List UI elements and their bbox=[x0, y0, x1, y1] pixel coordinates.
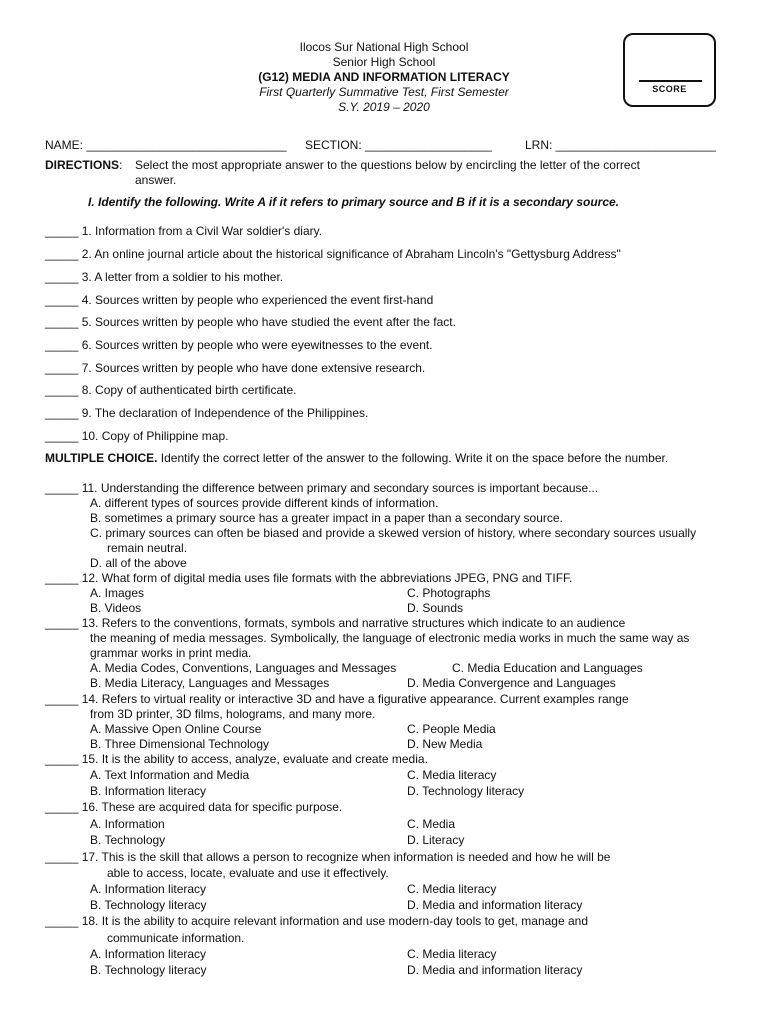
section-field[interactable]: SECTION: ___________________ bbox=[305, 138, 492, 152]
q16-option-a: A. Information bbox=[90, 817, 165, 831]
q15-option-c: C. Media literacy bbox=[407, 768, 497, 782]
q11-option-b: B. sometimes a primary source has a greater impact in a paper than a secondary source. bbox=[90, 511, 563, 525]
directions-text-1: Select the most appropriate answer to the questions below by encircling the letter of the correct bbox=[135, 158, 640, 172]
q12-option-c: C. Photographs bbox=[407, 586, 491, 600]
question-17-stem: _____ 17. This is the skill that allows a person to recognize when information is needed and how he will be bbox=[45, 850, 611, 864]
part1-item: _____ 7. Sources written by people who have done extensive research. bbox=[45, 361, 426, 375]
q15-option-b: B. Information literacy bbox=[90, 784, 207, 798]
directions-colon: : bbox=[119, 158, 123, 172]
mc-heading bbox=[45, 451, 668, 466]
lrn-field[interactable]: LRN: ________________________ bbox=[525, 138, 716, 152]
q13-option-d: D. Media Convergence and Languages bbox=[407, 676, 616, 690]
q16-option-b: B. Technology bbox=[90, 833, 166, 847]
q14-option-a: A. Massive Open Online Course bbox=[90, 722, 262, 736]
directions-label: DIRECTIONS bbox=[45, 158, 120, 172]
part1-item: _____ 2. An online journal article about the historical significance of Abraham Lincoln's "Gettysburg Address" bbox=[45, 247, 621, 261]
part1-item: _____ 8. Copy of authenticated birth certificate. bbox=[45, 383, 297, 397]
part1-item: _____ 1. Information from a Civil War soldier's diary. bbox=[45, 224, 323, 238]
q17-option-d: D. Media and information literacy bbox=[407, 898, 583, 912]
q18-option-a: A. Information literacy bbox=[90, 947, 207, 961]
mc-instructions: Identify the correct letter of the answer to the following. Write it on the space before the number. bbox=[157, 451, 669, 465]
q15-option-d: D. Technology literacy bbox=[407, 784, 525, 798]
q12-option-a: A. Images bbox=[90, 586, 145, 600]
q18-option-c: C. Media literacy bbox=[407, 947, 497, 961]
score-label: SCORE bbox=[652, 84, 687, 94]
part1-item: _____ 10. Copy of Philippine map. bbox=[45, 429, 229, 443]
q17-option-c: C. Media literacy bbox=[407, 882, 497, 896]
part1-item: _____ 3. A letter from a soldier to his mother. bbox=[45, 270, 284, 284]
test-title: First Quarterly Summative Test, First Semester bbox=[259, 85, 509, 99]
q16-option-c: C. Media bbox=[407, 817, 456, 831]
q11-option-c: C. primary sources can often be biased and provide a skewed version of history, where secondary sources usually bbox=[90, 526, 697, 540]
score-line bbox=[639, 80, 702, 82]
q14-option-d: D. New Media bbox=[407, 737, 483, 751]
subject-title: (G12) MEDIA AND INFORMATION LITERACY bbox=[258, 70, 510, 84]
question-11-stem: _____ 11. Understanding the difference between primary and secondary sources is important because... bbox=[45, 481, 599, 495]
q14-option-b: B. Three Dimensional Technology bbox=[90, 737, 269, 751]
school-year: S.Y. 2019 – 2020 bbox=[338, 100, 430, 114]
part1-item: _____ 4. Sources written by people who experienced the event first-hand bbox=[45, 293, 434, 307]
q17-option-b: B. Technology literacy bbox=[90, 898, 207, 912]
q13-option-b: B. Media Literacy, Languages and Messages bbox=[90, 676, 330, 690]
q18-option-b: B. Technology literacy bbox=[90, 963, 207, 977]
directions bbox=[45, 158, 122, 173]
part1-item: _____ 5. Sources written by people who have studied the event after the fact. bbox=[45, 315, 456, 329]
question-12-stem: _____ 12. What form of digital media uses file formats with the abbreviations JPEG, PNG and TIFF. bbox=[45, 571, 573, 585]
question-14-stem: _____ 14. Refers to virtual reality or interactive 3D and have a figurative appearance. Current examples range bbox=[45, 692, 629, 706]
question-18-stem: _____ 18. It is the ability to acquire relevant information and use modern-day tools to get, manage and bbox=[45, 914, 588, 928]
q11-option-a: A. different types of sources provide different kinds of information. bbox=[90, 496, 439, 510]
school-name: Ilocos Sur National High School bbox=[299, 40, 469, 54]
score-box bbox=[623, 33, 716, 107]
question-17-stem-cont: able to access, locate, evaluate and use it effectively. bbox=[107, 866, 389, 880]
question-14-stem-cont: from 3D printer, 3D films, holograms, and many more. bbox=[90, 707, 376, 721]
part1-heading: I. Identify the following. Write A if it refers to primary source and B if it is a secondary source. bbox=[88, 195, 619, 209]
q17-option-a: A. Information literacy bbox=[90, 882, 207, 896]
question-16-stem: _____ 16. These are acquired data for specific purpose. bbox=[45, 800, 343, 814]
q14-option-c: C. People Media bbox=[407, 722, 496, 736]
q12-option-d: D. Sounds bbox=[407, 601, 464, 615]
q18-option-d: D. Media and information literacy bbox=[407, 963, 583, 977]
school-level: Senior High School bbox=[332, 55, 436, 69]
q11-option-c-cont: remain neutral. bbox=[107, 541, 188, 555]
part1-item: _____ 9. The declaration of Independence of the Philippines. bbox=[45, 406, 369, 420]
q12-option-b: B. Videos bbox=[90, 601, 142, 615]
question-13-stem: _____ 13. Refers to the conventions, formats, symbols and narrative structures which indicate to an audience bbox=[45, 616, 626, 630]
name-field[interactable]: NAME: ______________________________ bbox=[45, 138, 287, 152]
question-13-stem-cont: grammar works in print media. bbox=[90, 646, 252, 660]
q11-option-d: D. all of the above bbox=[90, 556, 187, 570]
q15-option-a: A. Text Information and Media bbox=[90, 768, 250, 782]
mc-label: MULTIPLE CHOICE. bbox=[45, 451, 158, 465]
question-15-stem: _____ 15. It is the ability to access, analyze, evaluate and create media. bbox=[45, 752, 428, 766]
q16-option-d: D. Literacy bbox=[407, 833, 465, 847]
part1-item: _____ 6. Sources written by people who were eyewitnesses to the event. bbox=[45, 338, 433, 352]
question-18-stem-cont: communicate information. bbox=[107, 931, 245, 945]
q13-option-a: A. Media Codes, Conventions, Languages and Messages bbox=[90, 661, 397, 675]
q13-option-c: C. Media Education and Languages bbox=[452, 661, 643, 675]
directions-text-2: answer. bbox=[135, 173, 177, 187]
question-13-stem-cont: the meaning of media messages. Symbolically, the language of electronic media works in much the same way as bbox=[90, 631, 690, 645]
